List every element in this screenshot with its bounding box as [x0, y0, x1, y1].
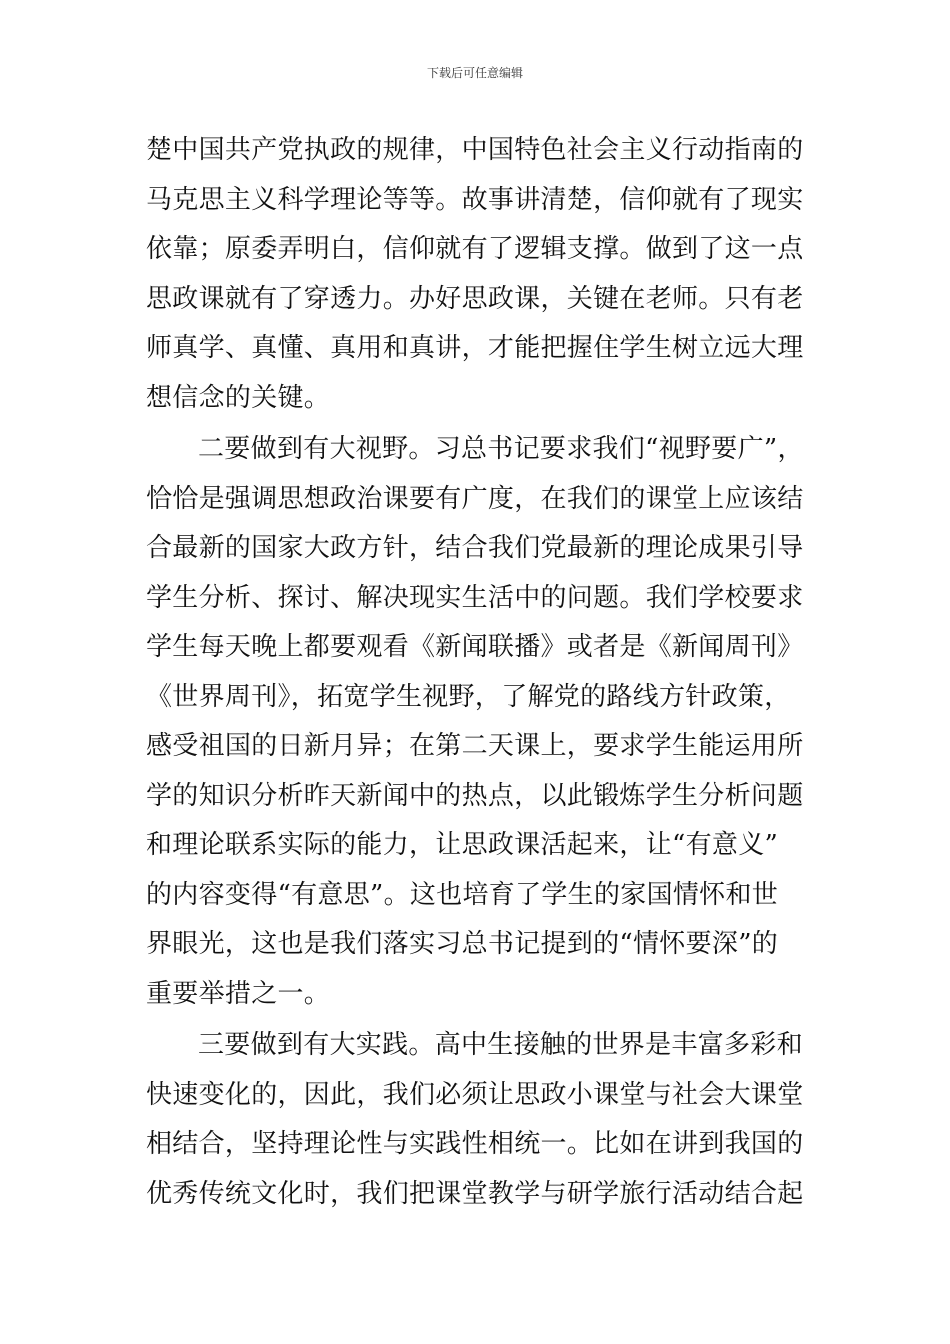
paragraph-2-line-5: 学生每天晚上都要观看《新闻联播》或者是《新闻周刊》	[146, 632, 804, 662]
paragraph-3-line-3: 相结合，坚持理论性与实践性相统一。比如在讲到我国的	[146, 1129, 804, 1159]
paragraph-2-line-8: 学的知识分析昨天新闻中的热点，以此锻炼学生分析问题	[146, 780, 804, 811]
paragraph-2-line-9: 和理论联系实际的能力，让思政课活起来，让“有意义”	[146, 830, 779, 860]
paragraph-2-line-3: 合最新的国家大政方针，结合我们党最新的理论成果引导	[146, 533, 804, 563]
paragraph-2-line-12: 重要举措之一。	[146, 978, 331, 1009]
document-body	[146, 126, 812, 1219]
paragraph-1-line-2: 马克思主义科学理论等等。故事讲清楚，信仰就有了现实	[146, 184, 804, 215]
paragraph-1-line-4: 思政课就有了穿透力。办好思政课，关键在老师。只有老	[146, 283, 804, 314]
paragraph-2-line-6: 《世界周刊》，拓宽学生视野，了解党的路线方针政策，	[146, 681, 791, 712]
paragraph-3-line-2: 快速变化的，因此，我们必须让思政小课堂与社会大课堂	[146, 1079, 804, 1110]
paragraph-3-line-4: 优秀传统文化时，我们把课堂教学与研学旅行活动结合起	[146, 1178, 804, 1209]
paragraph-2-line-11: 界眼光，这也是我们落实习总书记提到的“情怀要深”的	[146, 929, 779, 959]
paragraph-2-line-1: 二要做到有大视野。习总书记要求我们“视野要广”，	[198, 434, 804, 464]
paragraph-1-line-6: 想信念的关键。	[146, 382, 331, 413]
paragraph-1-line-1: 楚中国共产党执政的规律，中国特色社会主义行动指南的	[146, 135, 804, 165]
paragraph-3-line-1: 三要做到有大实践。高中生接触的世界是丰富多彩和	[198, 1030, 803, 1060]
page-header-note: 下载后可任意编辑	[426, 66, 523, 80]
paragraph-1-line-5: 师真学、真懂、真用和真讲，才能把握住学生树立远大理	[146, 333, 804, 363]
paragraph-1-line-3: 依靠；原委弄明白，信仰就有了逻辑支撑。做到了这一点	[146, 234, 804, 264]
paragraph-2-line-4: 学生分析、探讨、解决现实生活中的问题。我们学校要求	[146, 582, 804, 613]
paragraph-2-line-2: 恰恰是强调思想政治课要有广度，在我们的课堂上应该结	[146, 483, 804, 514]
paragraph-2-line-7: 感受祖国的日新月异；在第二天课上，要求学生能运用所	[146, 731, 804, 761]
paragraph-2-line-10: 的内容变得“有意思”。这也培育了学生的家国情怀和世	[146, 879, 779, 910]
